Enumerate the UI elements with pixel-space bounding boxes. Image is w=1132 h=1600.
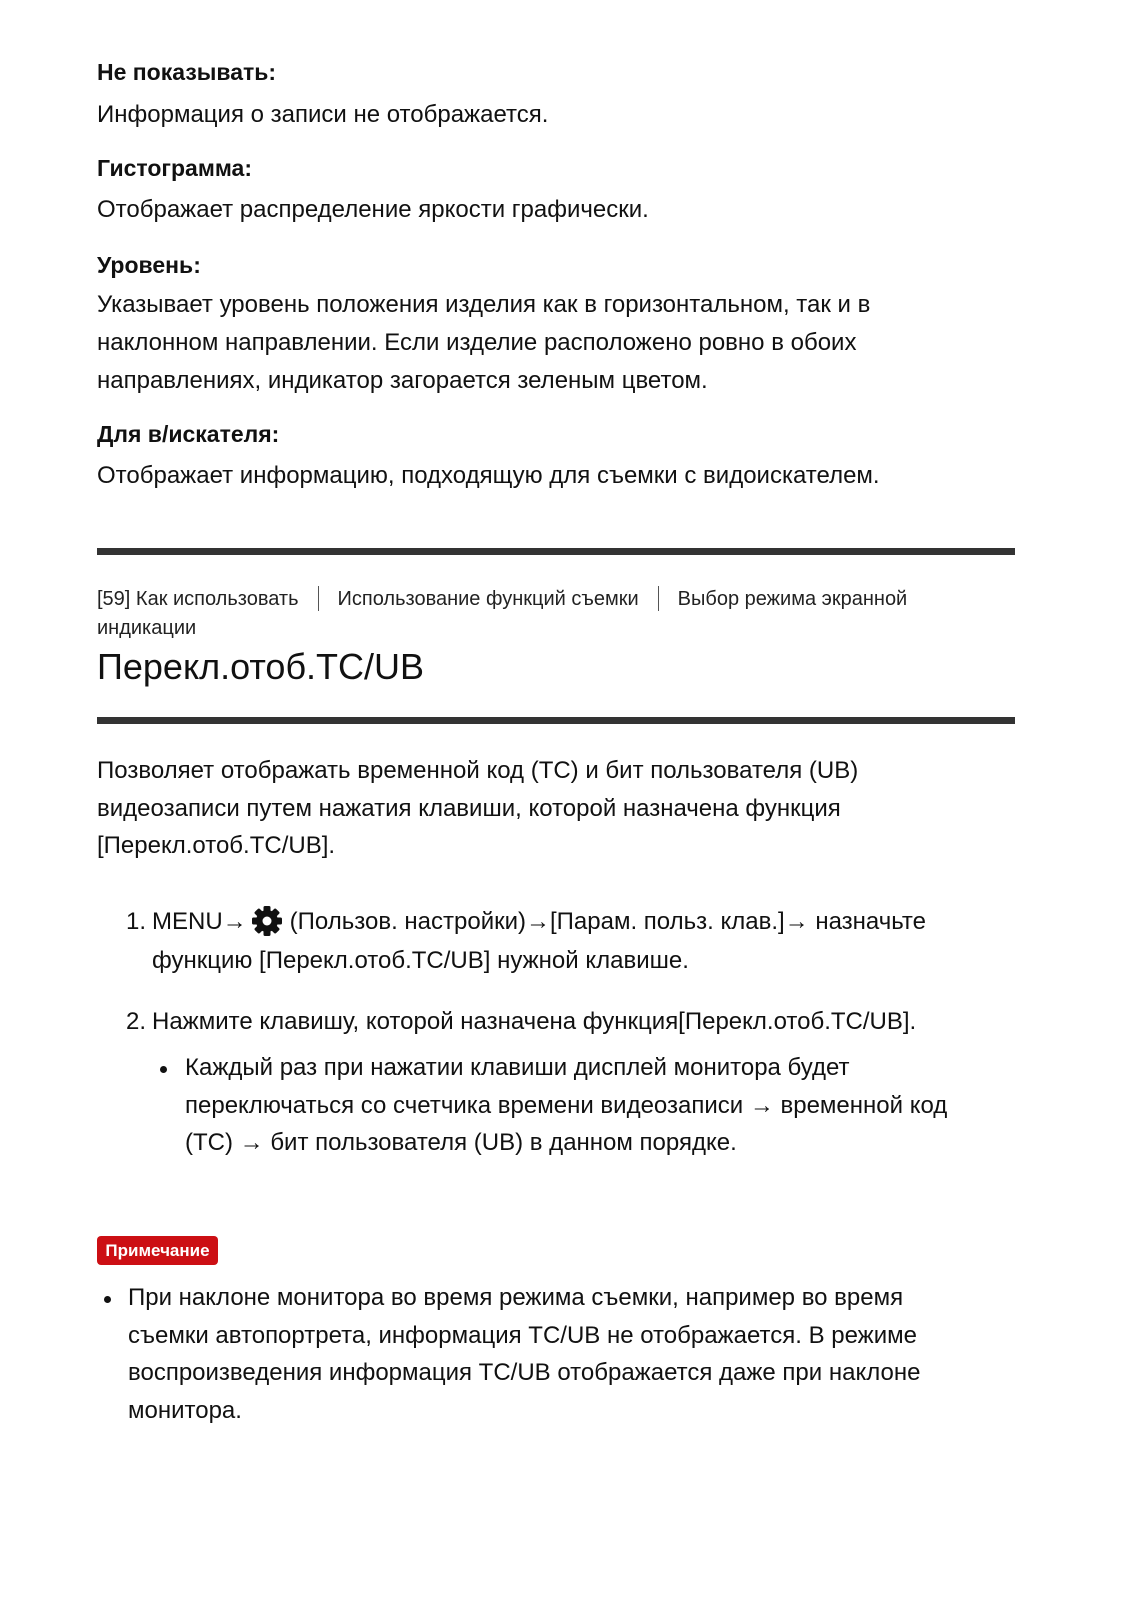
step-number: 1.	[125, 908, 146, 935]
breadcrumb-item: Выбор режима экранной индикации	[97, 588, 908, 639]
note-badge: Примечание	[97, 1236, 218, 1265]
step-text	[152, 902, 926, 980]
definition-description: Информация о записи не отображается.	[97, 101, 549, 128]
bullet-text: Каждый раз при нажатии клавиши дисплей монитора будет переключаться со счетчика времени видеозаписи → временной код (TC) → бит пользователя (UB) в данном порядке.	[185, 1054, 948, 1156]
definition-term: Уровень:	[97, 252, 201, 278]
definition-term: Не показывать:	[97, 59, 277, 85]
page-title: Перекл.отоб.TC/UB	[97, 646, 425, 687]
definition-term: Гистограмма:	[97, 155, 253, 181]
definition-description: Отображает распределение яркости графически.	[97, 196, 649, 223]
step-text-menu: MENU→	[152, 908, 247, 935]
step-text: Нажмите клавишу, которой назначена функция[Перекл.отоб.TC/UB].	[152, 1008, 917, 1035]
step-text-rest: (Пользов. настройки)→[Парам. польз. клав.]→ назначьте функцию [Перекл.отоб.TC/UB] нужной клавише.	[152, 908, 926, 974]
bullet-dot	[160, 1066, 167, 1073]
gear-icon	[251, 905, 283, 937]
section-divider	[97, 548, 1015, 555]
bullet-dot	[104, 1296, 111, 1303]
intro-paragraph: Позволяет отображать временной код (TC) и бит пользователя (UB) видеозаписи путем нажатия клавиши, которой назначена функция [Перекл.отоб.TC/UB].	[97, 757, 859, 859]
breadcrumb-separator	[658, 586, 659, 611]
title-divider	[97, 717, 1015, 724]
definition-term: Для в/искателя:	[97, 421, 280, 447]
definition-description: Указывает уровень положения изделия как в горизонтальном, так и в наклонном направлении. Если изделие расположено ровно в обоих направлениях, индикатор загорается зеленым цветом.	[97, 291, 871, 394]
definition-description: Отображает информацию, подходящую для съемки с видоискателем.	[97, 462, 880, 489]
breadcrumb-item: [59] Как использовать	[97, 588, 299, 610]
note-text: При наклоне монитора во время режима съемки, например во время съемки автопортрета, информация TC/UB не отображается. В режиме воспроизведения информация TC/UB отображается даже при наклоне монитора.	[128, 1284, 921, 1424]
breadcrumb	[97, 585, 1002, 643]
gear-icon-graphic	[251, 905, 283, 937]
step-number: 2.	[125, 1008, 146, 1035]
breadcrumb-separator	[318, 586, 319, 611]
breadcrumb-item: Использование функций съемки	[337, 588, 639, 610]
